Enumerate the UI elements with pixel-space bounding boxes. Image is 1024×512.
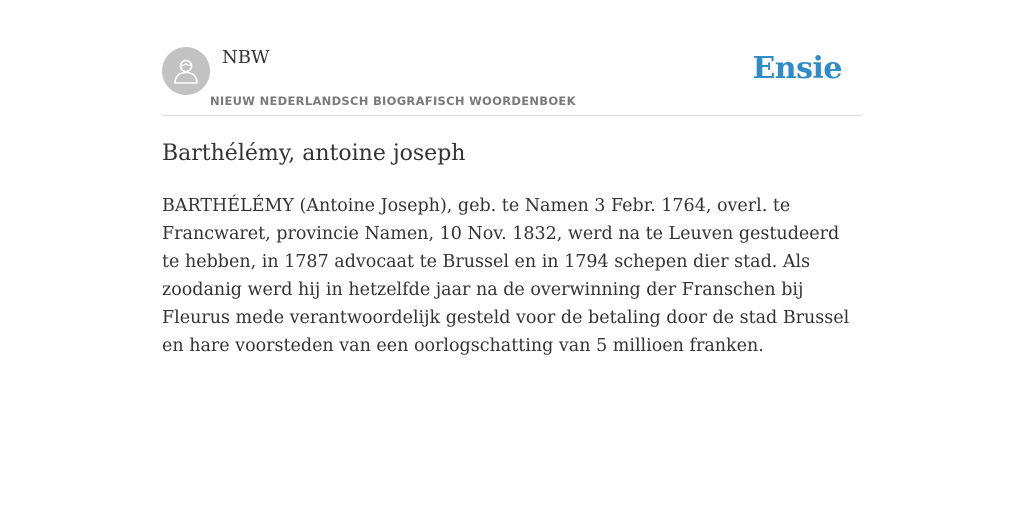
header-divider: [162, 115, 862, 116]
brand-logo[interactable]: Ensie: [752, 51, 842, 86]
user-icon: [171, 56, 201, 86]
source-full-title[interactable]: NIEUW NEDERLANDSCH BIOGRAFISCH WOORDENBOEK: [210, 94, 576, 108]
article-body: BARTHÉLÉMY (Antoine Joseph), geb. te Namen 3 Febr. 1764, overl. te Francwaret, provincie Namen, 10 Nov. 1832, werd na te Leuven gestudeerd te hebben, in 1787 advocaat te Brussel en in 1794 schepen dier stad. Als zoodanig werd hij in hetzelfde jaar na de overwinning der Franschen bij Fleurus mede verantwoordelijk gesteld voor de betaling door de stad Brussel en hare voorsteden van een oorlogschatting van 5 millioen franken.: [162, 196, 850, 356]
source-name[interactable]: NBW: [222, 47, 270, 68]
article-title: Barthélémy, antoine joseph: [162, 141, 466, 166]
avatar: [162, 47, 210, 95]
